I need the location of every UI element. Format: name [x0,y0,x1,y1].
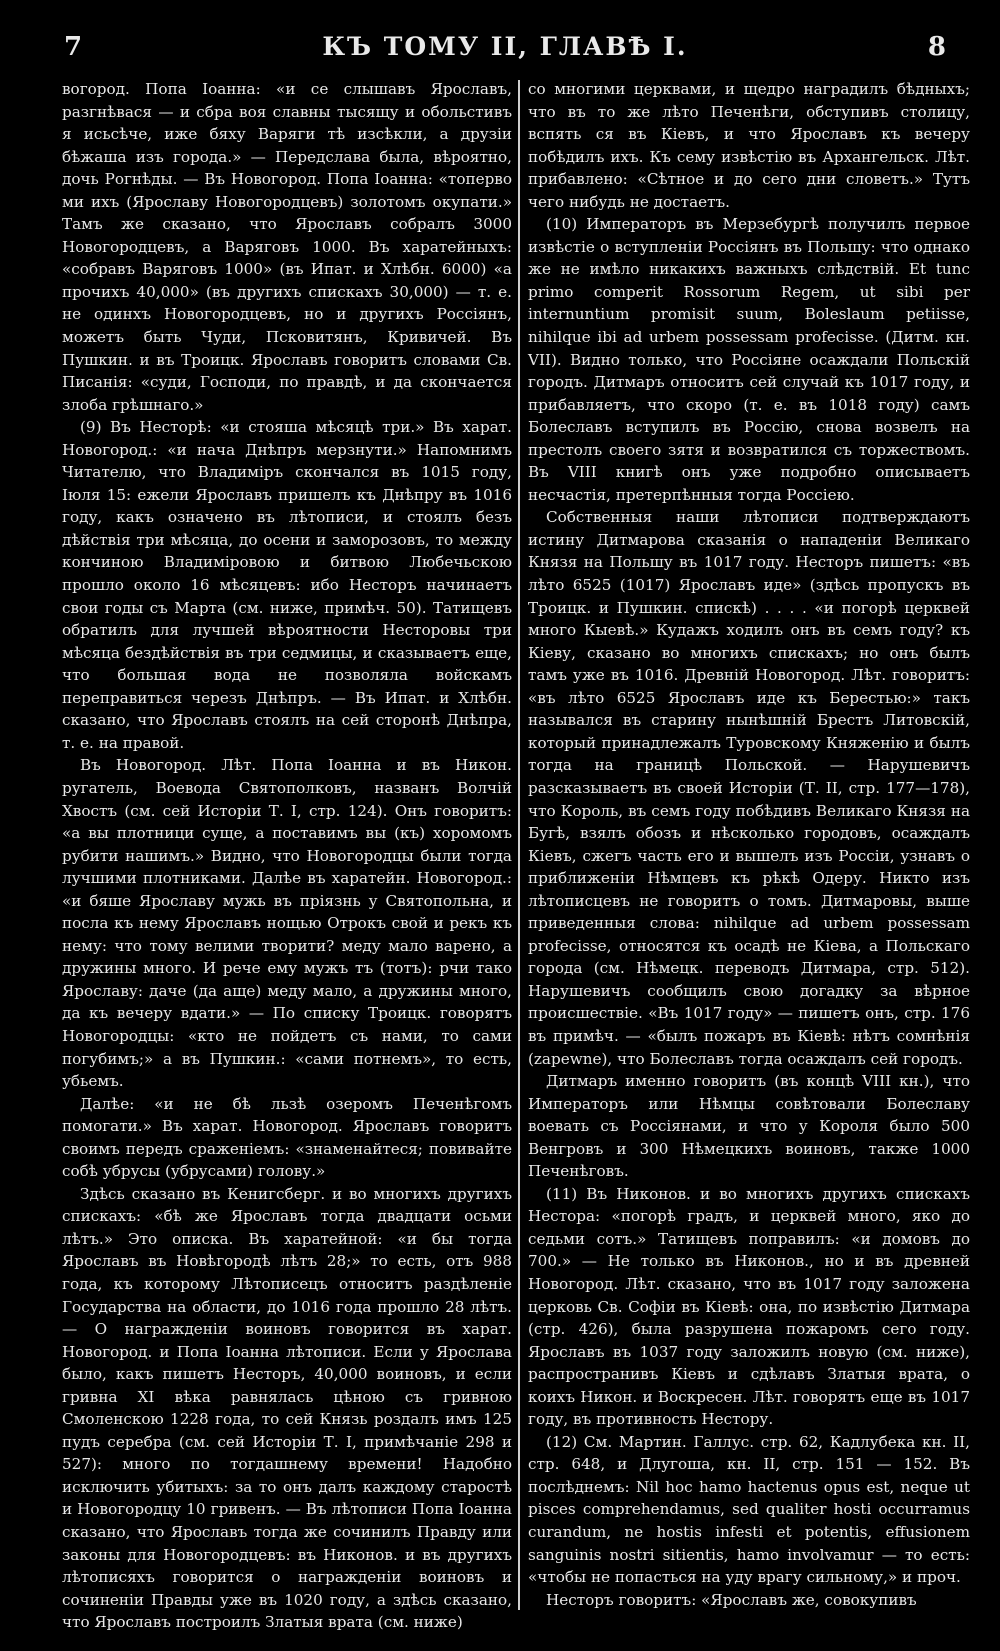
paragraph: (10) Императоръ въ Мерзебургѣ получилъ первое извѣстіе о вступленіи Россіянъ въ Польшу: что однако же не имѣло никакихъ важныхъ слѣдствій. Et tunc primo comperit Rossorum Regem, ut sibi per internuntium promisit suum, Boleslaum petiisse, nihilque ibi ad urbem possessam profecisse. (Дитм. кн. VII). Видно только, что Россіяне осаждали Польскій городъ. Дитмаръ относитъ сей случай къ 1017 году, и прибавляетъ, что скоро (т. е. въ 1018 году) самъ Болеславъ вступилъ въ Россію, снова возвелъ на престолъ своего зятя и возвратился съ торжествомъ. Въ VIII книгѣ онъ уже подробно описываетъ несчастія, претерпѣнныя тогда Россіею. [528,215,970,504]
page-header [60,30,950,70]
paragraph: Несторъ говоритъ: «Ярославъ же, совокупивъ [546,1590,917,1609]
paragraph: Въ Новогород. Лѣт. Попа Іоанна и въ Никон. ругатель, Воевода Святополковъ, названъ Волчій Хвостъ (см. сей Исторіи Т. I, стр. 124). Онъ говоритъ: «а вы плотници суще, а поставимъ вы (къ) хоромомъ рубити нашимъ.» Видно, что Новогородцы были тогда лучшими плотниками. Далѣе въ харатейн. Новогород.: «и бяше Ярославу мужь въ пріязнь у Святопольна, и посла къ нему Ярославъ нощью Отрокъ свой и рекъ къ нему: что тому велими творити? меду мало варено, а дружины много. И рече ему мужъ тъ (тотъ): рчи тако Ярославу: даче (да аще) меду мало, а дружины много, да къ вечеру вдати.» — По списку Троицк. говорятъ Новогородцы: «кто не пойдетъ съ нами, то сами погубимъ;» а въ Пушкин.: «сами потнемъ», то есть, убьемъ. [62,756,512,1091]
page-number-left: 7 [64,32,83,62]
running-title: КЪ ТОМУ II, ГЛАВѢ I. [322,32,688,61]
paragraph: Далѣе: «и не бѣ льзѣ озеромъ Печенѣгомъ помогати.» Въ харат. Новогород. Ярославъ говоритъ своимъ передъ сраженіемъ: «знаменайтеся; повивайте собѣ убрусы (убрусами) голову.» [62,1094,512,1181]
paragraph: Собственныя наши лѣтописи подтверждаютъ истину Дитмарова сказанія о нападеніи Великаго Князя на Польшу въ 1017 году. Несторъ пишетъ: «въ лѣто 6525 (1017) Ярославъ иде» (здѣсь пропускъ въ Троицк. и Пушкин. спискѣ) . . . . «и погорѣ церквей много Кыевѣ.» Кудажъ ходилъ онъ въ семъ году? къ Кіеву, сказано во многихъ спискахъ; но онъ былъ тамъ уже въ 1016. Древній Новогород. Лѣт. говоритъ: «въ лѣто 6525 Ярославъ иде къ Берестью:» такъ назывался въ старину нынѣшній Брестъ Литовскій, который принадлежалъ Туровскому Княженію и былъ тогда на границѣ Польской. — Нарушевичъ разсказываетъ въ своей Исторіи (Т. II, стр. 177—178), что Король, въ семъ году побѣдивъ Великаго Князя на Бугѣ, взялъ обозъ и нѣсколько городовъ, осаждалъ Кіевъ, сжегъ часть его и вышелъ изъ Россіи, узнавъ о приближеніи Нѣмцевъ къ рѣкѣ Одеру. Никто изъ лѣтописцевъ не говоритъ о томъ. Дитмаровы, выше приведенныя слова: nihilque ad urbem possessam profecisse, относятся къ осадѣ не Кіева, а Польскаго города (см. Нѣмецк. переводъ Дитмара, стр. 512). Нарушевичъ сообщилъ свою догадку за вѣрное происшествіе. «Въ 1017 году» — пишетъ онъ, стр. 176 въ примѣч. — «былъ пожаръ въ Кіевѣ: нѣтъ сомнѣнія (zapewne), что Болеславъ тогда осаждалъ сей городъ. [528,508,970,1068]
paragraph: вогород. Попа Іоанна: «и се слышавъ Ярославъ, разгнѣвася — и сбра воя славны тысящу и обольстивъ я исьсѣче, иже бяху Варяги тѣ изсѣкли, а друзіи бѣжаша изъ города.» — Передслава была, вѣроятно, дочь Рогнѣды. — Въ Новогород. Попа Іоанна: «топерво ми ихъ (Ярославу Новогородцевъ) золотомъ окупати.» Тамъ же сказано, что Ярославъ собралъ 3000 Новогородцевъ, а Варяговъ 1000. Въ харатейныхъ: «собравъ Варяговъ 1000» (въ Ипат. и Хлѣбн. 6000) «а прочихъ 40,000» (въ другихъ спискахъ 30,000) — т. е. не одинхъ Новогородцевъ, но и другихъ Россіянъ, можетъ быть Чуди, Псковитянъ, Кривичей. Въ Пушкин. и въ Троицк. Ярославъ говоритъ словами Св. Писанія: «суди, Господи, по правдѣ, и да скончается злоба грѣшнаго.» [62,80,512,414]
right-column [528,78,970,1611]
page-number-right: 8 [927,32,946,62]
paragraph: со многими церквами, и щедро наградилъ бѣдныхъ; что въ то же лѣто Печенѣги, обступивъ столицу, вспять ся въ Кіевъ, и что Ярославъ къ вечеру побѣдилъ ихъ. Къ сему извѣстію въ Архангельск. Лѣт. прибавлено: «Сѣтное и до сего дни словетъ.» Тутъ чего нибудь не достаетъ. [528,80,970,211]
paragraph: (12) См. Мартин. Галлус. стр. 62, Кадлубека кн. II, стр. 648, и Длугоша, кн. II, стр. 151 — 152. Въ послѣднемъ: Nil hoc hamo hactenus opus est, neque ut pisces comprehendamus, sed qualiter hosti occurramus curandum, ne hostis infesti et potentis, effusionem sanguinis nostri sitientis, hamo involvamur — то есть: «чтобы не попасться на уду врагу сильному,» и проч. [528,1432,970,1587]
paragraph: (9) Въ Несторѣ: «и стояша мѣсяцѣ три.» Въ харат. Новогород.: «и нача Днѣпръ мерзнути.» Напомнимъ Читателю, что Владиміръ скончался въ 1015 году, Іюля 15: ежели Ярославъ пришелъ къ Днѣпру въ 1016 году, какъ означено въ лѣтописи, и стоялъ безъ дѣйствія три мѣсяца, до осени и заморозовъ, то между кончиною Владиміровою и битвою Любечьскою прошло около 16 мѣсяцевъ: ибо Несторъ начинаетъ свои годы съ Марта (см. ниже, примѣч. 50). Татищевъ обратилъ для лучшей вѣроятности Несторовы три мѣсяца бездѣйствія въ три седмицы, и сказываетъ еще, что большая вода не позволяла войскамъ переправиться черезъ Днѣпръ. — Въ Ипат. и Хлѣбн. сказано, что Ярославъ стоялъ на сей сторонѣ Днѣпра, т. е. на правой. [62,418,512,752]
paragraph: Дитмаръ именно говоритъ (въ концѣ VIII кн.), что Императоръ или Нѣмцы совѣтовали Болеславу воевать съ Россіянами, и что у Короля было 500 Венгровъ и 300 Нѣмецкихъ воиновъ, также 1000 Печенѣговъ. [528,1072,970,1181]
paragraph: Здѣсь сказано въ Кенигсберг. и во многихъ другихъ спискахъ: «бѣ же Ярославъ тогда двадцати осьми лѣтъ.» Это описка. Въ харатейной: «и бы тогда Ярославъ въ Новѣгородѣ лѣтъ 28;» то есть, отъ 988 года, къ которому Лѣтописецъ относитъ раздѣленіе Государства на области, до 1016 года прошло 28 лѣтъ. — О награжденіи воиновъ говорится въ харат. Новогород. и Попа Іоанна лѣтописи. Если у Ярослава было, какъ пишетъ Несторъ, 40,000 воиновъ, и если гривна XI вѣка равнялась цѣною съ гривною Смоленскою 1228 года, то сей Князь роздалъ имъ 125 пудъ серебра (см. сей Исторіи Т. I, примѣчаніе 298 и 527): много по тогдашнему времени! Надобно исключить убитыхъ: за то онъ далъ каждому старостѣ и Новогородцу 10 гривенъ. — Въ лѣтописи Попа Іоанна сказано, что Ярославъ тогда же сочинилъ Правду или законы для Новогородцевъ: въ Никонов. и въ другихъ лѣтописяхъ говорится о награжденіи воиновъ и сочиненіи Правды уже въ 1020 году, а здѣсь сказано, что Ярославъ построилъ Златыя врата (см. ниже) [62,1184,512,1632]
paragraph: (11) Въ Никонов. и во многихъ другихъ спискахъ Нестора: «погорѣ градъ, и церквей много, яко до седьми сотъ.» Татищевъ поправилъ: «и домовъ до 700.» — Не только въ Никонов., но и въ древней Новогород. Лѣт. сказано, что въ 1017 году заложена церковь Св. Софіи въ Кіевѣ: она, по извѣстію Дитмара (стр. 426), была разрушена пожаромъ сего году. Ярославъ въ 1037 году заложилъ новую (см. ниже), распространивъ Кіевъ и сдѣлавъ Златыя врата, о коихъ Никон. и Воскресен. Лѣт. говорятъ еще въ 1017 году, въ противность Нестору. [528,1184,970,1429]
column-divider [518,80,520,1610]
left-column [62,78,512,1634]
